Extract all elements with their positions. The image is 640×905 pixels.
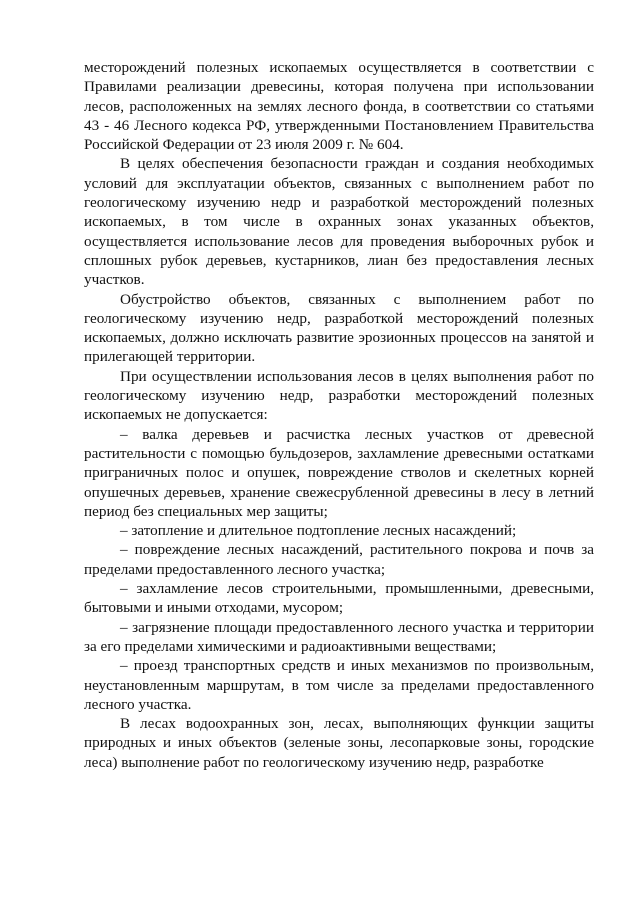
list-item-pollution: – загрязнение площади предоставленного лесного участка и территории за его пределами химическими и радиоактивными веществами;	[84, 618, 594, 655]
list-item-damage: – повреждение лесных насаждений, растительного покрова и почв за пределами предоставленного лесного участка;	[84, 541, 594, 578]
paragraph-erosion: Обустройство объектов, связанных с выполнением работ по геологическому изучению недр, разработкой месторождений полезных ископаемых, должно исключать развитие эрозионных процессов на занятой и прилегающей территории.	[84, 290, 594, 366]
paragraph-safety: В целях обеспечения безопасности граждан и создания необходимых условий для эксплуатации объектов, связанных с выполнением работ по геологическому изучению недр и разработкой месторождений полезных ископаемых, в том числе в охранных зонах указанных объектов, осуществляется использование лесов для проведения выборочных рубок и сплошных рубок деревьев, кустарников, лиан без предоставления лесных участков.	[84, 155, 594, 289]
list-item-vehicles: – проезд транспортных средств и иных механизмов по произвольным, неустановленным маршрутам, в том числе за пределами предоставленного лесного участка.	[84, 657, 594, 713]
list-item-littering: – захламление лесов строительными, промышленными, древесными, бытовыми и иными отходами, мусором;	[84, 580, 594, 617]
list-item-felling: – валка деревьев и расчистка лесных участков от древесной растительности с помощью бульдозеров, захламление древесными остатками приграничных полос и опушек, повреждение стволов и скелетных корней опушечных деревьев, хранение свежесрубленной древесины в лесу в летний период без специальных мер защиты;	[84, 425, 594, 520]
list-item-flooding: – затопление и длительное подтопление лесных насаждений;	[120, 522, 517, 540]
paragraph-prohibitions-intro: При осуществлении использования лесов в целях выполнения работ по геологическому изучению недр, разработки месторождений полезных ископаемых не допускается:	[84, 367, 594, 424]
paragraph-protective-forests: В лесах водоохранных зон, лесах, выполняющих функции защиты природных и иных объектов (зеленые зоны, лесопарковые зоны, городские леса) выполнение работ по геологическому изучению недр, разработке	[84, 715, 594, 771]
paragraph-continuation: месторождений полезных ископаемых осуществляется в соответствии с Правилами реализации древесины, которая получена при использовании лесов, расположенных на землях лесного фонда, в соответствии со статьями 43 - 46 Лесного кодекса РФ, утвержденными Постановлением Правительства Российской Федерации от 23 июля 2009 г. № 604.	[84, 59, 594, 154]
document-page	[84, 58, 594, 772]
